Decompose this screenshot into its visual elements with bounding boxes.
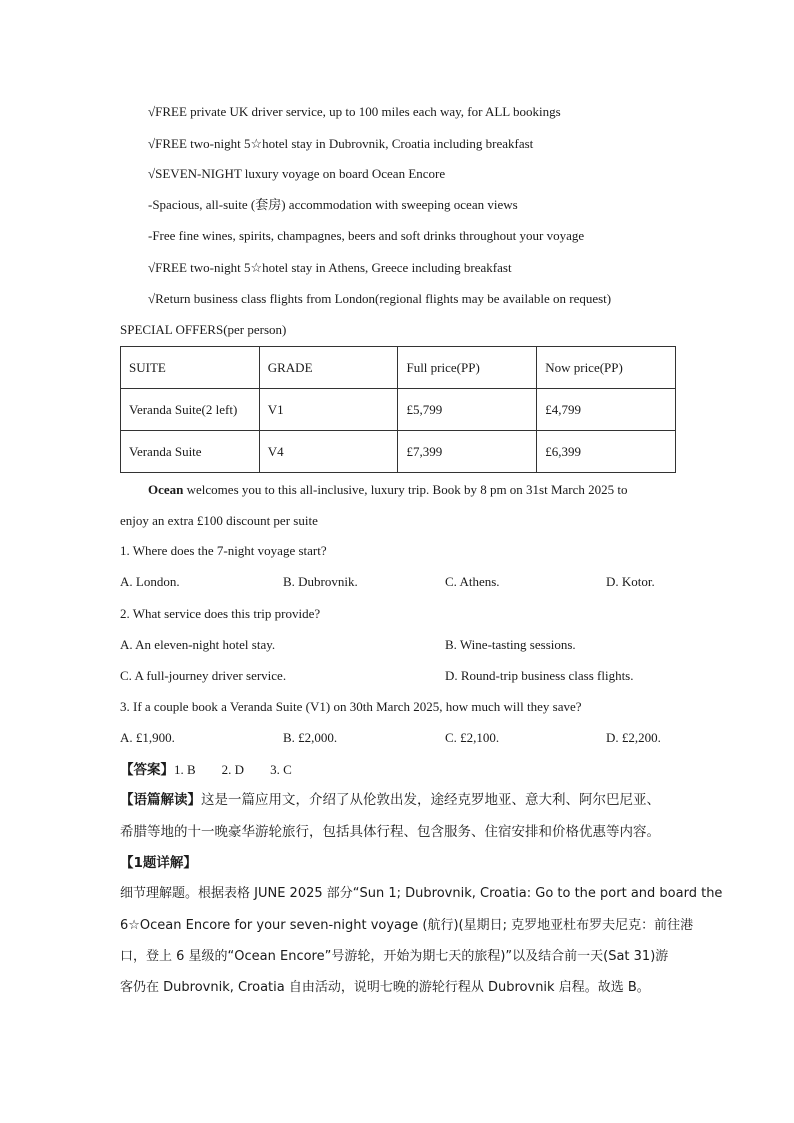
promo-text: welcomes you to this all-inclusive, luxury trip. Book by 8 pm on 31st March 2025 to bbox=[183, 482, 628, 497]
reading-label: 【语篇解读】 bbox=[120, 792, 201, 808]
table-header-row bbox=[121, 347, 676, 389]
table-cell: V1 bbox=[259, 389, 398, 431]
answer-item: 1. B bbox=[174, 762, 196, 777]
q1-option-d: D. Kotor. bbox=[606, 574, 655, 589]
detail-label: 【1题详解】 bbox=[120, 855, 197, 871]
promo-brand: Ocean bbox=[148, 482, 184, 497]
table-cell: Veranda Suite(2 left) bbox=[121, 389, 260, 431]
table-cell: V4 bbox=[259, 431, 398, 473]
table-row bbox=[121, 389, 676, 431]
q1-option-c: C. Athens. bbox=[445, 574, 500, 589]
table-header-cell: Now price(PP) bbox=[537, 347, 676, 389]
feature-suite-accommodation: -Spacious, all-suite (套房) accommodation with sweeping ocean views bbox=[148, 197, 518, 212]
promo-line-2: enjoy an extra £100 discount per suite bbox=[120, 513, 318, 528]
q1-option-b: B. Dubrovnik. bbox=[283, 574, 358, 589]
table-header-cell: SUITE bbox=[121, 347, 260, 389]
table-header-cell: GRADE bbox=[259, 347, 398, 389]
table-cell: £7,399 bbox=[398, 431, 537, 473]
q2-option-b: B. Wine-tasting sessions. bbox=[445, 637, 576, 652]
q3-option-d: D. £2,200. bbox=[606, 730, 661, 745]
answer-item: 2. D bbox=[221, 762, 245, 777]
feature-flights: √Return business class flights from London(regional flights may be available on request) bbox=[148, 291, 612, 306]
q3-option-b: B. £2,000. bbox=[283, 730, 338, 745]
feature-dubrovnik-hotel: √FREE two-night 5☆hotel stay in Dubrovnik, Croatia including breakfast bbox=[148, 136, 534, 151]
feature-driver-service: √FREE private UK driver service, up to 100 miles each way, for ALL bookings bbox=[148, 104, 561, 119]
question-1: 1. Where does the 7-night voyage start? bbox=[120, 543, 327, 558]
reading-line-1 bbox=[120, 790, 660, 810]
table-cell: Veranda Suite bbox=[121, 431, 260, 473]
detail-line-4: 客仍在 Dubrovnik, Croatia 自由活动，说明七晚的游轮行程从 Dubrovnik 启程。故选 B。 bbox=[120, 980, 650, 995]
special-offers-table bbox=[120, 346, 676, 473]
q3-option-c: C. £2,100. bbox=[445, 730, 500, 745]
feature-athens-hotel: √FREE two-night 5☆hotel stay in Athens, Greece including breakfast bbox=[148, 260, 512, 275]
reading-line-2: 希腊等地的十一晚豪华游轮旅行，包括具体行程、包含服务、住宿安排和价格优惠等内容。 bbox=[120, 824, 660, 840]
answer-label: 【答案】 bbox=[120, 762, 174, 778]
feature-free-drinks: -Free fine wines, spirits, champagnes, beers and soft drinks throughout your voyage bbox=[148, 228, 585, 243]
table-cell: £5,799 bbox=[398, 389, 537, 431]
q2-option-a: A. An eleven-night hotel stay. bbox=[120, 637, 276, 652]
promo-line-1 bbox=[148, 480, 628, 500]
offers-title: SPECIAL OFFERS(per person) bbox=[120, 322, 287, 337]
table-cell: £4,799 bbox=[537, 389, 676, 431]
feature-voyage: √SEVEN-NIGHT luxury voyage on board Ocean Encore bbox=[148, 166, 446, 181]
detail-line-1: 细节理解题。根据表格 JUNE 2025 部分“Sun 1; Dubrovnik, Croatia: Go to the port and board the bbox=[120, 886, 723, 901]
answer-item: 3. C bbox=[270, 762, 292, 777]
question-3: 3. If a couple book a Veranda Suite (V1) on 30th March 2025, how much will they save? bbox=[120, 699, 582, 714]
q3-option-a: A. £1,900. bbox=[120, 730, 175, 745]
q1-option-a: A. London. bbox=[120, 574, 180, 589]
table-header-cell: Full price(PP) bbox=[398, 347, 537, 389]
table-row bbox=[121, 431, 676, 473]
q2-option-c: C. A full-journey driver service. bbox=[120, 668, 287, 683]
question-2: 2. What service does this trip provide? bbox=[120, 606, 321, 621]
answer-line bbox=[120, 760, 292, 780]
q2-option-d: D. Round-trip business class flights. bbox=[445, 668, 634, 683]
reading-text: 这是一篇应用文，介绍了从伦敦出发，途经克罗地亚、意大利、阿尔巴尼亚、 bbox=[201, 792, 660, 808]
detail-line-2: 6☆Ocean Encore for your seven-night voyage (航行)(星期日; 克罗地亚杜布罗夫尼克：前往港 bbox=[120, 918, 694, 933]
detail-line-3: 口，登上 6 星级的“Ocean Encore”号游轮，开始为期七天的旅程)”以及结合前一天(Sat 31)游 bbox=[120, 949, 669, 964]
table-cell: £6,399 bbox=[537, 431, 676, 473]
